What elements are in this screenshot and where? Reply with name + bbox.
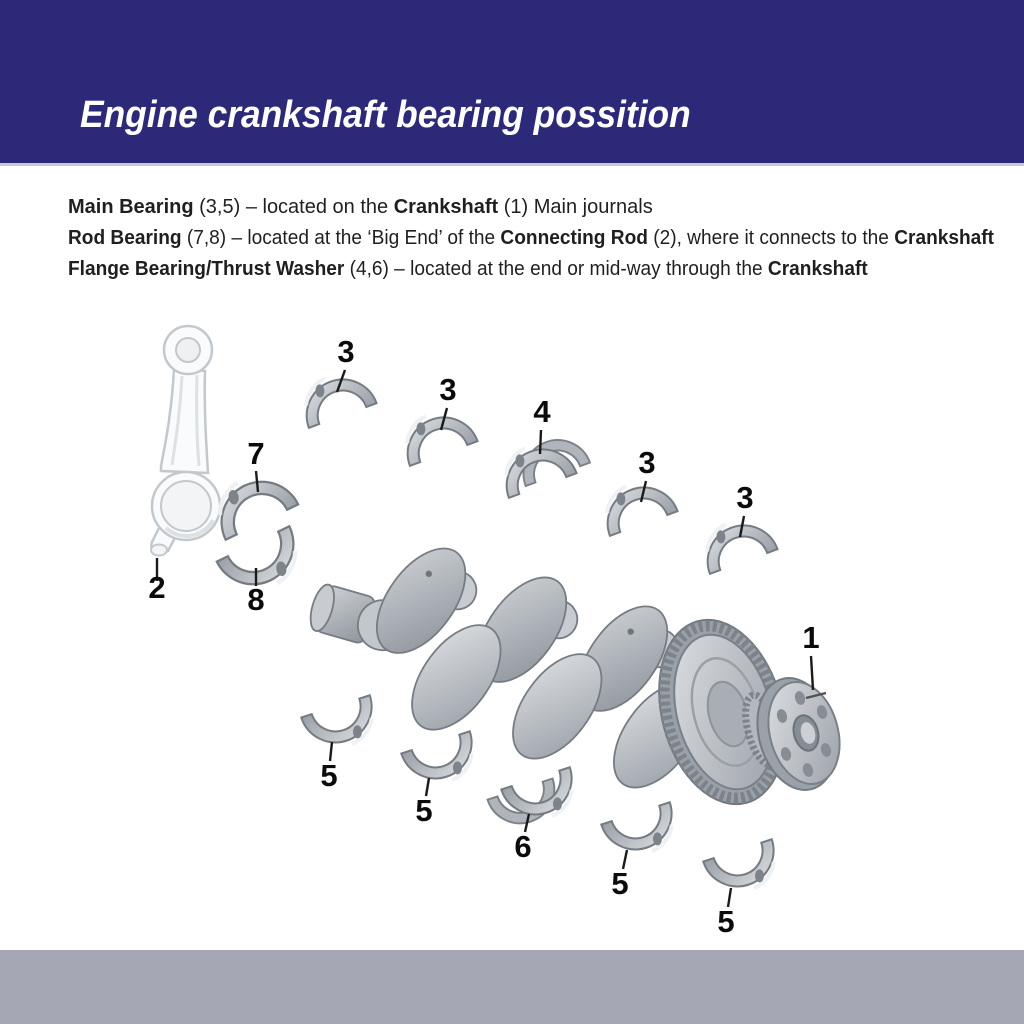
callout-label-3b: 3 bbox=[439, 372, 457, 407]
flange-bearing-shell-lower bbox=[486, 767, 583, 833]
flange-bearing-shell-upper bbox=[495, 429, 592, 498]
description-line-1: Main Bearing (3,5) – located on the Crankshaft (1) Main journals bbox=[68, 196, 653, 218]
exploded-diagram bbox=[0, 300, 1024, 950]
main-bearing-shell-lower-2 bbox=[401, 731, 482, 792]
connecting-rod-illustration bbox=[151, 326, 220, 556]
callout-label-3a: 3 bbox=[337, 334, 355, 369]
header-band bbox=[0, 0, 1024, 163]
description-block bbox=[68, 196, 998, 289]
term-crankshaft: Crankshaft bbox=[767, 258, 868, 280]
main-bearing-shell-lower-3 bbox=[601, 802, 682, 863]
header-divider bbox=[0, 163, 1024, 166]
main-bearing-shell-upper-1 bbox=[295, 365, 377, 428]
callout-label-5a: 5 bbox=[320, 758, 338, 793]
main-bearing-shell-upper-4 bbox=[696, 511, 778, 574]
callout-label-3c: 3 bbox=[638, 445, 656, 480]
callout-label-1: 1 bbox=[802, 620, 820, 655]
term-connecting-rod: Connecting Rod bbox=[500, 227, 648, 249]
callout-label-4: 4 bbox=[533, 394, 551, 429]
footer-band bbox=[0, 950, 1024, 1024]
callout-label-5d: 5 bbox=[717, 904, 735, 939]
callout-label-8: 8 bbox=[247, 582, 265, 617]
main-bearing-shell-upper-3 bbox=[596, 473, 678, 536]
page-title bbox=[80, 94, 737, 137]
term-flange-bearing: Flange Bearing/Thrust Washer bbox=[68, 258, 345, 280]
description-line-2: Rod Bearing (7,8) – located at the ‘Big End’ of the Connecting Rod (2), where it connects to the Crankshaft bbox=[68, 227, 995, 249]
callout-label-5c: 5 bbox=[611, 866, 629, 901]
main-bearing-shell-lower-4 bbox=[703, 839, 784, 900]
callout-label-5b: 5 bbox=[415, 793, 433, 828]
description-line-3: Flange Bearing/Thrust Washer (4,6) – located at the end or mid-way through the Crankshaft bbox=[68, 258, 868, 280]
callout-label-6: 6 bbox=[514, 829, 532, 864]
main-bearing-shell-upper-2 bbox=[396, 403, 478, 466]
term-crankshaft: Crankshaft bbox=[894, 227, 995, 249]
callout-label-7: 7 bbox=[247, 436, 265, 471]
term-rod-bearing: Rod Bearing bbox=[68, 227, 182, 249]
page-title-text: Engine crankshaft bearing possition bbox=[80, 94, 691, 136]
callout-label-2: 2 bbox=[148, 570, 166, 605]
term-crankshaft: Crankshaft bbox=[393, 196, 499, 218]
term-main-bearing: Main Bearing bbox=[68, 196, 194, 218]
callout-label-3d: 3 bbox=[736, 480, 754, 515]
main-bearing-shell-lower-1 bbox=[301, 695, 382, 756]
